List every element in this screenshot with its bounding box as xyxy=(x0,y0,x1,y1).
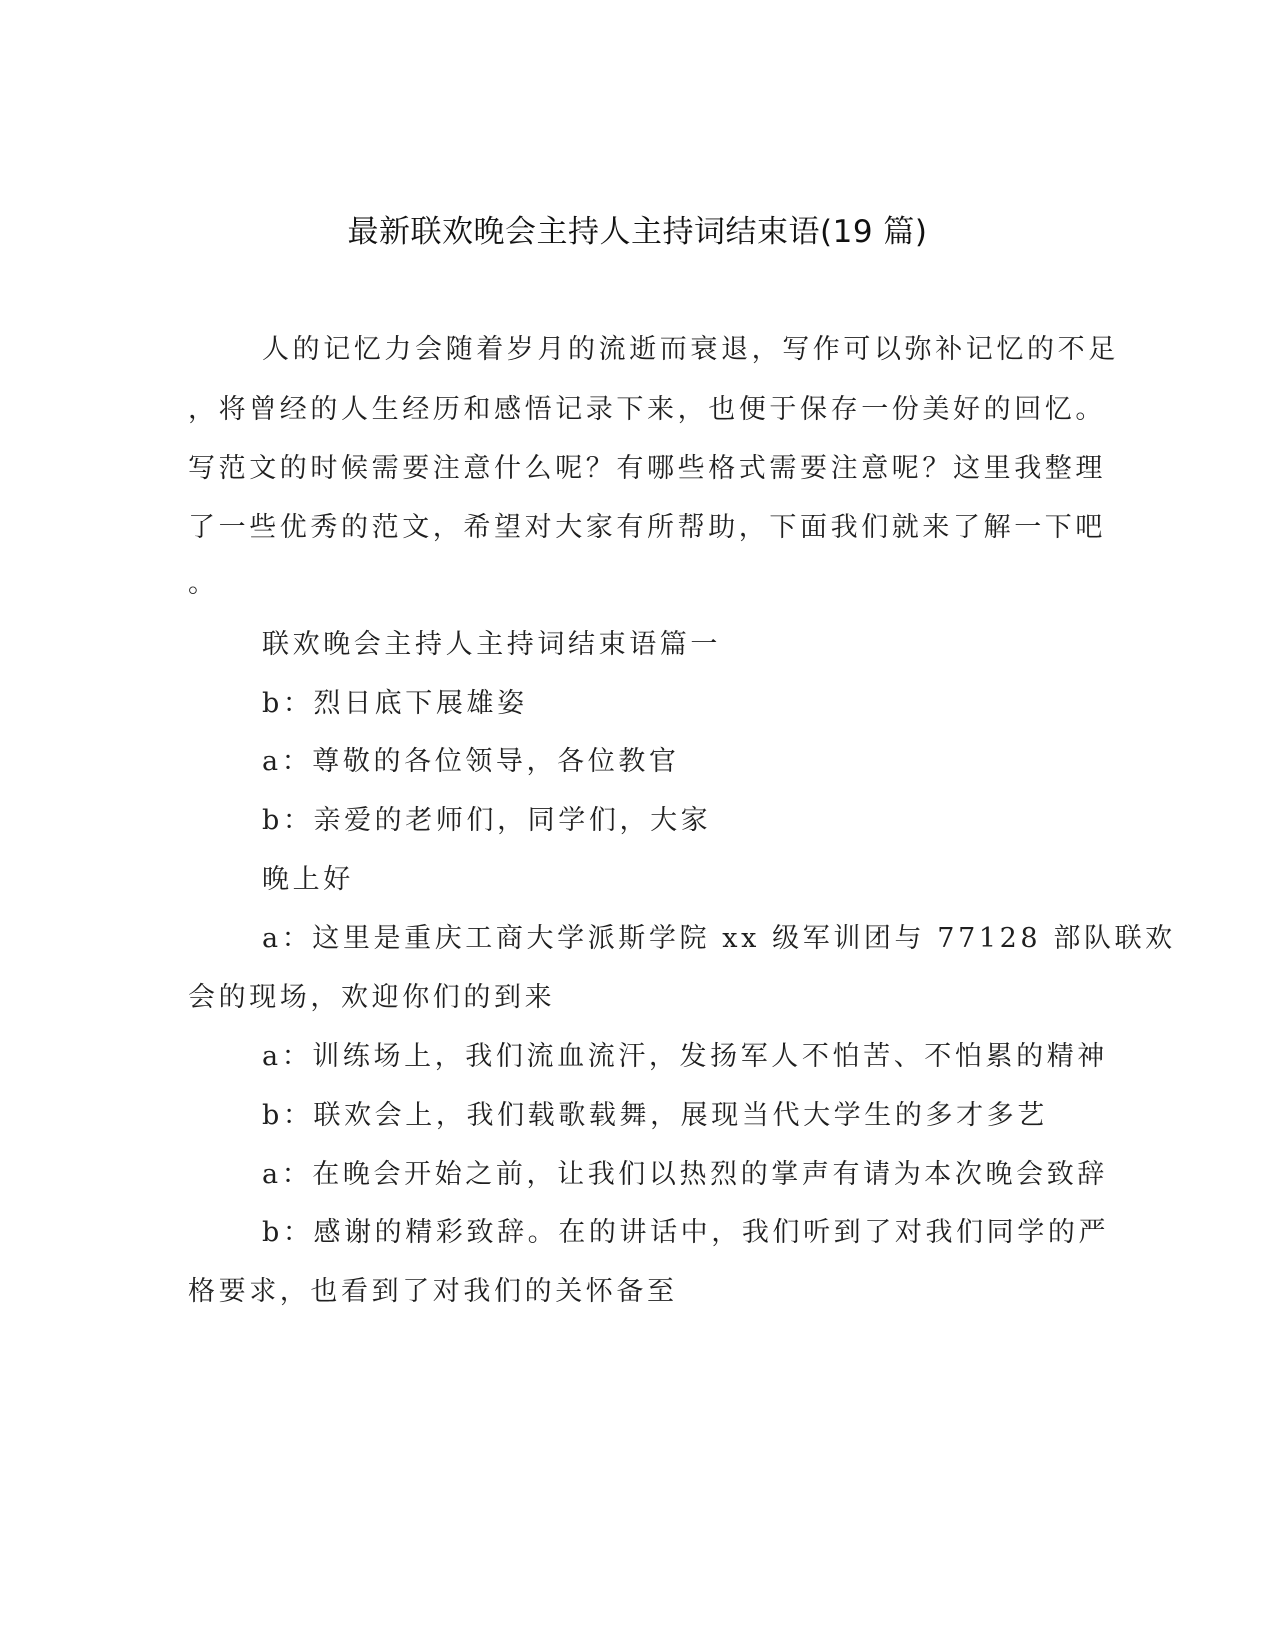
intro-line-2: ，将曾经的人生经历和感悟记录下来，也便于保存一份美好的回忆。 xyxy=(188,394,1106,425)
dialogue-line: 会的现场，欢迎你们的到来 xyxy=(188,982,556,1013)
section-heading: 联欢晚会主持人主持词结束语篇一 xyxy=(262,629,721,660)
intro-line-3: 写范文的时候需要注意什么呢？有哪些格式需要注意呢？这里我整理 xyxy=(188,453,1106,484)
dialogue-line: a：这里是重庆工商大学派斯学院 xx 级军训团与 77128 部队联欢 xyxy=(262,923,1176,954)
dialogue-line: a：训练场上，我们流血流汗，发扬军人不怕苦、不怕累的精神 xyxy=(262,1041,1108,1072)
dialogue-line: 晚上好 xyxy=(262,864,354,895)
dialogue-line: a：在晚会开始之前，让我们以热烈的掌声有请为本次晚会致辞 xyxy=(262,1159,1108,1190)
intro-line-4: 了一些优秀的范文，希望对大家有所帮助，下面我们就来了解一下吧 xyxy=(188,512,1106,543)
dialogue-line: b：烈日底下展雄姿 xyxy=(262,688,528,719)
dialogue-line: b：感谢的精彩致辞。在的讲话中，我们听到了对我们同学的严 xyxy=(262,1217,1110,1248)
dialogue-line: b：联欢会上，我们载歌载舞，展现当代大学生的多才多艺 xyxy=(262,1100,1048,1131)
intro-line-5: 。 xyxy=(188,568,219,599)
intro-line-1: 人的记忆力会随着岁月的流逝而衰退，写作可以弥补记忆的不足 xyxy=(262,334,1119,365)
dialogue-line: b：亲爱的老师们，同学们，大家 xyxy=(262,805,712,836)
document-title: 最新联欢晚会主持人主持词结束语(19 篇) xyxy=(347,214,928,250)
dialogue-line: a：尊敬的各位领导，各位教官 xyxy=(262,746,680,777)
dialogue-line: 格要求，也看到了对我们的关怀备至 xyxy=(188,1276,678,1307)
